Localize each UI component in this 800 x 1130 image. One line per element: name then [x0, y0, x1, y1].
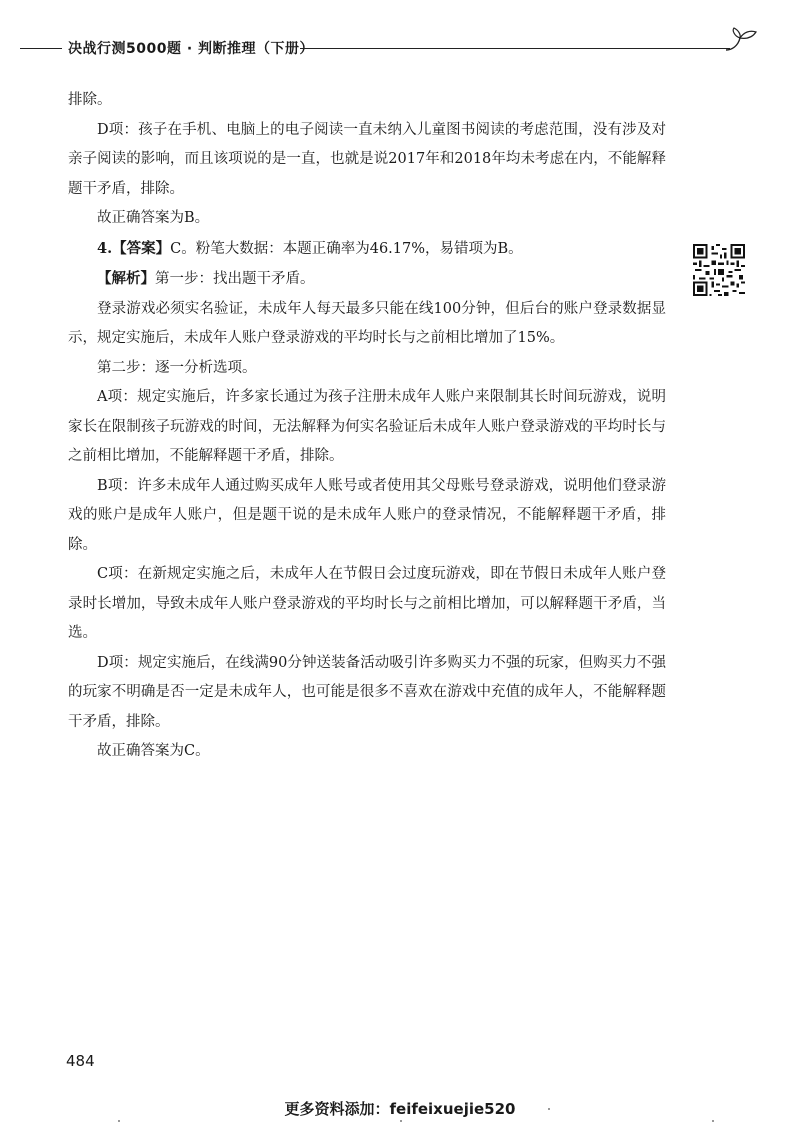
paragraph [68, 649, 666, 738]
paragraph-text: C项：在新规定实施之后，未成年人在节假日会过度玩游戏，即在节假日未成年人账户登录时长增加，导致未成年人账户登录游戏的平均时长与之前相比增加，可以解释题干矛盾，当选。 [68, 566, 666, 641]
qr-code-icon[interactable] [693, 244, 745, 296]
paragraph-text: B项：许多未成年人通过购买成年人账号或者使用其父母账号登录游戏，说明他们登录游戏的账户是成年人账户，但是题干说的是未成年人账户的登录情况，不能解释题干矛盾，排除。 [68, 477, 666, 553]
paragraph [68, 116, 666, 205]
paragraph-text: 故正确答案为C。 [97, 743, 210, 759]
paragraph-label: 【解析】 [97, 270, 155, 287]
paragraph-text: D项：规定实施后，在线满90分钟送装备活动吸引许多购买力不强的玩家，但购买力不强的玩家不明确是否一定是未成年人，也可能是很多不喜欢在游戏中充值的成年人，不能解释题干矛盾，排除。 [68, 654, 666, 730]
paragraph [68, 383, 666, 472]
paragraph-text: 排除。 [68, 92, 112, 108]
paragraph-label: 4.【答案】 [97, 239, 171, 257]
paragraph [68, 354, 666, 384]
answer-explanation-body [68, 86, 666, 767]
paragraph-text: A项：规定实施后，许多家长通过为孩子注册未成年人账户来限制其长时间玩游戏，说明家长在限制孩子玩游戏的时间，无法解释为何实名验证后未成年人账户登录游戏的平均时长与之前相比增加，不能解释题干矛盾，排除。 [68, 389, 666, 464]
paragraph [68, 86, 666, 116]
paragraph-text: 登录游戏必须实名验证，未成年人每天最多只能在线100分钟，但后台的账户登录数据显示，规定实施后，未成年人账户登录游戏的平均时长与之前相比增加了15%。 [68, 300, 666, 346]
running-header [0, 36, 800, 60]
paragraph [68, 234, 666, 265]
header-rule-right [300, 48, 730, 49]
header-title: 决战行测5000题 · 判断推理（下册） [68, 41, 315, 57]
paragraph [68, 204, 666, 234]
paragraph [68, 737, 666, 767]
paragraph [68, 472, 666, 561]
paragraph-text: 故正确答案为B。 [97, 210, 210, 226]
paragraph [68, 295, 666, 354]
page-number: 484 [66, 1052, 95, 1070]
footer-contact: 更多资料添加：feifeixuejie520 [284, 1100, 516, 1118]
paragraph [68, 264, 666, 295]
paragraph [68, 560, 666, 649]
sprout-icon [722, 24, 762, 54]
paragraph-text: C。粉笔大数据：本题正确率为46.17%，易错项为B。 [170, 240, 523, 257]
paragraph-text: 第二步：逐一分析选项。 [97, 359, 257, 376]
paragraph-text: D项：孩子在手机、电脑上的电子阅读一直未纳入儿童图书阅读的考虑范围，没有涉及对亲子阅读的影响，而且该项说的是一直，也就是说2017年和2018年均未考虑在内，不能解释题干矛盾，排除。 [68, 121, 666, 197]
paragraph-text: 第一步：找出题干矛盾。 [155, 271, 315, 287]
header-rule-left [20, 48, 62, 49]
